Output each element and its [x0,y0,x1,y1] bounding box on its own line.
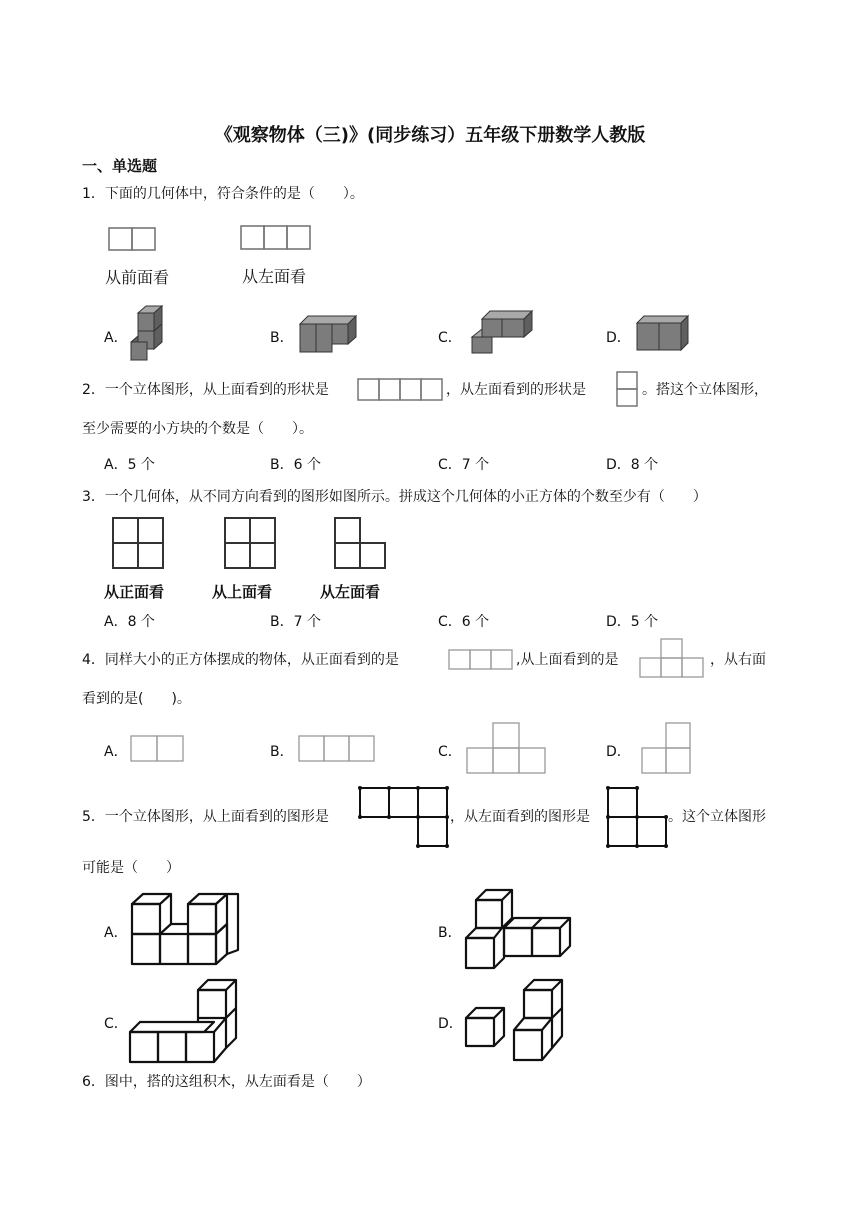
question-1-text: 1．下面的几何体中，符合条件的是（ ）。 [82,186,364,202]
q2-option-d[interactable]: D．8 个 [606,457,659,473]
q1-left-view-figure [240,225,314,253]
q4-option-b-label[interactable]: B． [270,744,294,760]
question-5-text-part3: 。这个立体图形 [668,809,766,825]
question-2-text-part2: ，从左面看到的形状是 [446,382,586,398]
q3-front-view-figure [112,517,166,571]
page-title: 《观察物体（三)》(同步练习）五年级下册数学人教版 [214,125,646,146]
q5-option-c-label[interactable]: C． [104,1016,128,1032]
q3-option-d[interactable]: D．5 个 [606,614,659,630]
q4-option-b-figure[interactable] [298,735,378,763]
q5-left-view-figure [606,786,670,850]
q1-option-a-cube-figure[interactable] [130,305,166,361]
q1-front-caption: 从前面看 [105,268,170,287]
section-heading: 一、单选题 [82,157,158,175]
q2-option-b[interactable]: B．6 个 [270,457,321,473]
q3-option-c[interactable]: C．6 个 [438,614,490,630]
q5-option-d-label[interactable]: D． [438,1016,463,1032]
q4-top-view-figure [639,638,705,680]
q5-option-b-label[interactable]: B． [438,925,462,941]
question-3-text: 3．一个几何体，从不同方向看到的图形如图所示。拼成这个几何体的小正方体的个数至少有（ ） [82,489,707,505]
q1-front-view-figure [108,227,158,255]
q1-left-caption: 从左面看 [242,267,307,286]
question-4-text-part4: 看到的是( )。 [82,691,191,707]
q1-option-b-cube-figure[interactable] [298,315,360,355]
q4-option-c-label[interactable]: C． [438,744,462,760]
q3-top-caption: 从上面看 [212,583,273,601]
q5-option-a-figure[interactable] [128,890,248,970]
q3-front-caption: 从正面看 [104,583,165,601]
q3-top-view-figure [224,517,278,571]
question-4-text-part1: 4．同样大小的正方体摆成的物体，从正面看到的是 [82,652,399,668]
question-6-text: 6．图中，搭的这组积木，从左面看是（ ） [82,1074,371,1090]
question-2-text-part4: 至少需要的小方块的个数是（ ）。 [82,421,313,437]
question-5-text-part2: ，从左面看到的图形是 [450,809,590,825]
q4-option-d-figure[interactable] [640,722,696,776]
question-5-text-part1: 5．一个立体图形，从上面看到的图形是 [82,809,329,825]
q1-option-c-label[interactable]: C． [438,330,462,346]
q5-option-a-label[interactable]: A． [104,925,128,941]
q1-option-d-cube-figure[interactable] [635,315,691,353]
q4-front-view-figure [448,649,514,671]
question-2-text-part1: 2．一个立体图形，从上面看到的形状是 [82,382,329,398]
q2-top-view-figure [357,378,443,402]
q4-option-d-label[interactable]: D． [606,744,631,760]
q2-left-view-figure [616,371,640,409]
question-4-text-part2: ,从上面看到的是 [516,652,619,668]
q4-option-a-label[interactable]: A． [104,744,128,760]
question-4-text-part3: ，从右面 [710,652,766,668]
q3-left-caption: 从左面看 [320,583,381,601]
q4-option-a-figure[interactable] [130,735,186,763]
q5-option-b-figure[interactable] [462,886,578,976]
q3-option-a[interactable]: A．8 个 [104,614,155,630]
q5-option-d-figure[interactable] [462,976,572,1068]
q1-option-d-label[interactable]: D． [606,330,631,346]
q2-option-a[interactable]: A．5 个 [104,457,155,473]
question-2-text-part3: 。搭这个立体图形， [642,382,768,398]
q1-option-a-label[interactable]: A． [104,330,128,346]
q1-option-b-label[interactable]: B． [270,330,294,346]
q3-option-b[interactable]: B．7 个 [270,614,321,630]
q1-option-c-cube-figure[interactable] [470,310,536,356]
q5-option-c-figure[interactable] [126,976,246,1068]
q4-option-c-figure[interactable] [466,722,548,776]
q5-top-view-figure [358,786,450,850]
q2-option-c[interactable]: C．7 个 [438,457,490,473]
q3-left-view-figure [334,517,390,571]
question-5-text-part4: 可能是（ ） [82,860,180,876]
